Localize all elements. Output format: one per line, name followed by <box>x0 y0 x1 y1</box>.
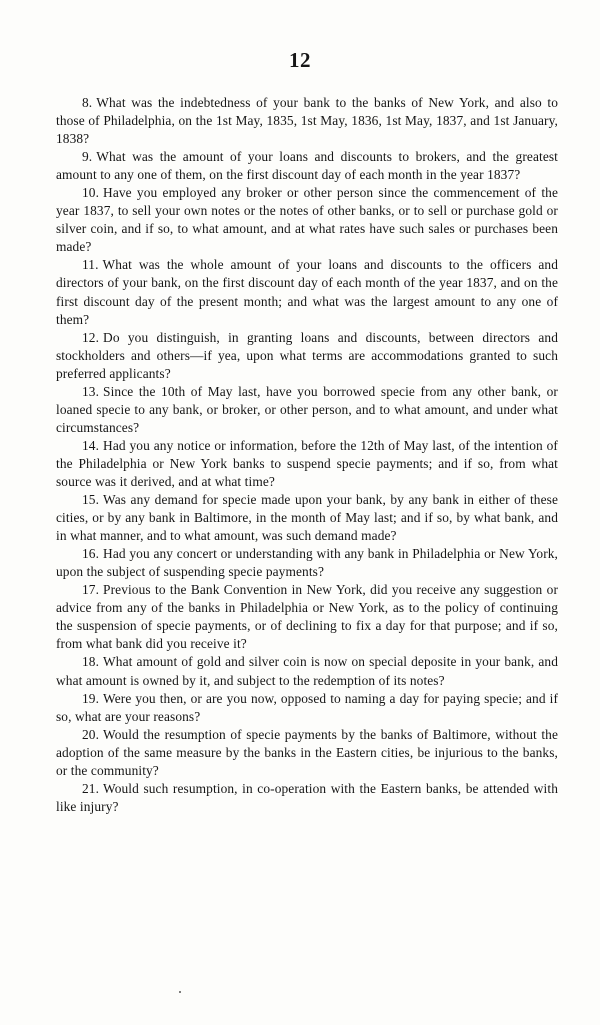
question-number: 10. <box>82 185 100 201</box>
question-17 <box>56 581 558 653</box>
question-text: What amount of gold and silver coin is now on special deposite in your bank, and what amount is owned by it, and subject to the redemption of its notes? <box>56 654 558 688</box>
question-number: 13. <box>82 383 100 399</box>
question-text: Previous to the Bank Convention in New York, did you receive any suggestion or advice from any of the banks in Philadelphia or New York, as to the policy of continuing the suspension of specie payments, or of declining to fix a day for that purpose; and if so, from what bank did you receive it? <box>56 582 558 652</box>
question-number: 18. <box>82 654 100 670</box>
question-number: 9. <box>82 149 93 165</box>
question-18 <box>56 653 558 689</box>
print-speck <box>179 991 181 993</box>
question-number: 12. <box>82 329 100 345</box>
question-text: What was the amount of your loans and discounts to brokers, and the greatest amount to any one of them, on the first discount day of each month in the year 1837? <box>56 149 558 183</box>
page-number: 12 <box>289 48 311 72</box>
question-number: 14. <box>82 437 100 453</box>
question-13 <box>56 383 558 437</box>
question-text: Had you any notice or information, before the 12th of May last, of the intention of the Philadelphia or New York banks to suspend specie payments; and if so, from what source was it derived, and at what time? <box>56 437 558 489</box>
question-text: What was the indebtedness of your bank to the banks of New York, and also to those of Philadelphia, on the 1st May, 1835, 1st May, 1836, 1st May, 1837, and 1st January, 1838? <box>56 95 558 147</box>
question-list <box>56 94 558 816</box>
question-15 <box>56 491 558 545</box>
question-8 <box>56 94 558 148</box>
question-9 <box>56 148 558 184</box>
question-number: 15. <box>82 492 100 508</box>
question-text: Do you distinguish, in granting loans and discounts, between directors and stockholders and others—if yea, upon what terms are accommodations granted to such preferred applicants? <box>56 329 558 381</box>
question-number: 11. <box>82 257 99 273</box>
question-text: Were you then, or are you now, opposed to naming a day for paying specie; and if so, what are your reasons? <box>56 690 558 724</box>
question-number: 17. <box>82 582 100 598</box>
question-number: 21. <box>82 780 100 796</box>
question-14 <box>56 437 558 491</box>
question-text: Have you employed any broker or other person since the commencement of the year 1837, to sell your own notes or the notes of other banks, or to sell or purchase gold or silver coin, and if so, to what amount, and at what rates have such sales or purchases been made? <box>56 185 558 255</box>
question-10 <box>56 184 558 256</box>
question-19 <box>56 690 558 726</box>
question-text: Since the 10th of May last, have you borrowed specie from any other bank, or loaned specie to any bank, or broker, or other person, and to what amount, and under what circumstances? <box>56 383 558 435</box>
question-text: What was the whole amount of your loans and discounts to the officers and directors of your bank, on the first discount day of each month of the year 1837, and on the first discount day of the present month; and what was the largest amount to any one of them? <box>56 257 558 327</box>
question-number: 20. <box>82 726 100 742</box>
question-text: Had you any concert or understanding with any bank in Philadelphia or New York, upon the subject of suspending specie payments? <box>56 546 558 580</box>
question-11 <box>56 256 558 328</box>
question-20 <box>56 726 558 780</box>
question-number: 16. <box>82 546 100 562</box>
question-number: 19. <box>82 690 100 706</box>
question-number: 8. <box>82 95 93 110</box>
question-text: Would such resumption, in co-operation with the Eastern banks, be attended with like injury? <box>56 780 558 814</box>
question-text: Would the resumption of specie payments by the banks of Baltimore, without the adoption of the same measure by the banks in the Eastern cities, be injurious to the banks, or the community? <box>56 726 558 778</box>
question-text: Was any demand for specie made upon your bank, by any bank in either of these cities, or by any bank in Baltimore, in the month of May last; and if so, by what bank, and in what manner, and to what amount, was such demand made? <box>56 492 558 544</box>
question-16 <box>56 545 558 581</box>
question-21 <box>56 780 558 816</box>
question-12 <box>56 329 558 383</box>
